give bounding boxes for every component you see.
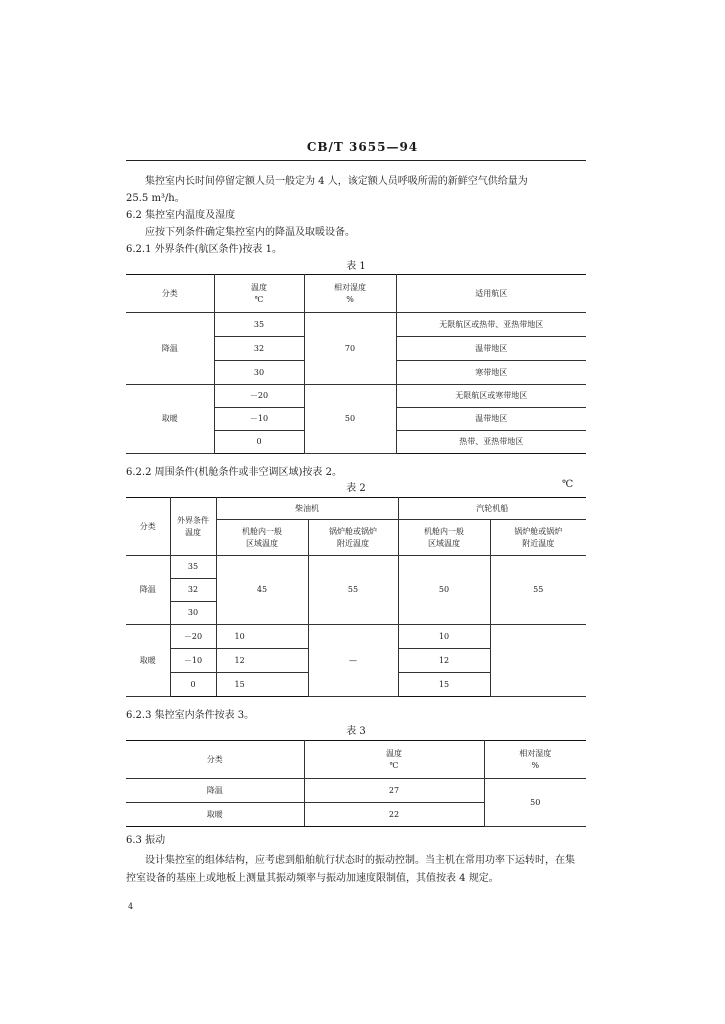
table1-heating-humidity: 50 — [304, 385, 396, 454]
table3-humidity: 50 — [484, 779, 586, 827]
table2-cell-diesel-general: 12 — [216, 649, 308, 673]
intro-paragraph-line2: 25.5 m³/h。 — [126, 193, 185, 204]
table2-header-diesel-boiler-l2: 附近温度 — [337, 538, 369, 548]
table2-cell-outside-temp: 35 — [170, 556, 216, 579]
table1-caption: 表 1 — [346, 261, 366, 272]
table2-header-diesel: 柴油机 — [216, 498, 398, 520]
table2-header-turbine-boiler-l1: 锅炉舱或锅炉 — [514, 526, 563, 536]
table2-group-cooling: 降温 — [126, 556, 170, 625]
table3-header-humidity — [484, 741, 586, 779]
table2 — [126, 497, 586, 697]
table2-header-diesel-boiler — [308, 520, 398, 556]
table3-header-humidity-label: 相对湿度 — [519, 748, 552, 758]
table2-cell-turbine-general: 15 — [398, 673, 490, 697]
table3-header-category: 分类 — [126, 741, 304, 779]
table1-cell-temp: 30 — [214, 361, 304, 385]
table2-caption: 表 2 — [346, 483, 366, 494]
table2-cell-outside-temp: －10 — [170, 649, 216, 673]
table1-header-temp-unit: ℃ — [254, 294, 264, 304]
table2-cell-diesel-general: 10 — [216, 625, 308, 649]
table2-header-turbine-boiler-l2: 附近温度 — [522, 538, 555, 548]
section-6-2-text: 应按下列条件确定集控室内的降温及取暖设备。 — [145, 227, 355, 238]
table3-row-cooling-label: 降温 — [126, 779, 304, 803]
table1-cell-area: 温带地区 — [396, 408, 586, 431]
table1-header-area: 适用航区 — [396, 275, 586, 313]
table3-row-cooling-temp: 27 — [304, 779, 484, 803]
table2-cell-outside-temp: －20 — [170, 625, 216, 649]
table3-header-temp-label: 温度 — [386, 748, 402, 758]
table3-row-heating-temp: 22 — [304, 803, 484, 827]
table1-header-humidity — [304, 275, 396, 313]
table2-group-heating: 取暖 — [126, 625, 170, 697]
table2-header-category: 分类 — [126, 498, 170, 556]
table2-header-turbine-general-l2: 区域温度 — [428, 538, 460, 548]
table2-cell-outside-temp: 0 — [170, 673, 216, 697]
table1-cooling-humidity: 70 — [304, 313, 396, 385]
header-rule — [126, 160, 586, 161]
section-6-2-2-heading: 6.2.2 周围条件(机舱条件或非空调区域)按表 2。 — [126, 467, 342, 478]
table2-header-turbine-general-l1: 机舱内一般 — [424, 526, 464, 536]
section-6-2-3-heading: 6.2.3 集控室内条件按表 3。 — [126, 710, 255, 721]
table2-header-turbine: 汽轮机船 — [398, 498, 586, 520]
page-number: 4 — [128, 902, 134, 911]
table1-cell-area: 热带、亚热带地区 — [396, 431, 586, 454]
section-6-3-heading: 6.3 振动 — [126, 835, 166, 846]
table1-cell-temp: －20 — [214, 385, 304, 408]
table3-row-heating-label: 取暖 — [126, 803, 304, 827]
section-6-2-heading: 6.2 集控室内温度及湿度 — [126, 210, 236, 221]
table2-header-diesel-general — [216, 520, 308, 556]
section-6-2-1-heading: 6.2.1 外界条件(航区条件)按表 1。 — [126, 244, 282, 255]
table2-header-outside-temp: 温度 — [185, 527, 201, 537]
table2-header-outside-label: 外界条件 — [177, 515, 209, 525]
table2-cell-turbine-general: 12 — [398, 649, 490, 673]
table2-cell-outside-temp: 30 — [170, 602, 216, 625]
table1-header-humidity-label: 相对湿度 — [334, 282, 366, 292]
table1-group-heating: 取暖 — [126, 385, 214, 454]
table2-header-diesel-boiler-l1: 锅炉舱或锅炉 — [329, 526, 377, 536]
table3-header-temp-unit: ℃ — [389, 760, 399, 770]
table1-cell-temp: 35 — [214, 313, 304, 337]
table1-cell-temp: 0 — [214, 431, 304, 454]
section-6-3-text-line2: 控室设备的基座上或地板上测量其振动频率与振动加速度限制值，其值按表 4 规定。 — [126, 873, 499, 884]
table2-heating-turbine-boiler — [490, 625, 586, 697]
table2-cooling-turbine-general: 50 — [398, 556, 490, 625]
table2-cell-outside-temp: 32 — [170, 579, 216, 602]
table1-header-temp — [214, 275, 304, 313]
table1-cell-temp: －10 — [214, 408, 304, 431]
table1-cell-area: 无限航区或寒带地区 — [396, 385, 586, 408]
table2-header-turbine-general — [398, 520, 490, 556]
table3-header-temp — [304, 741, 484, 779]
table2-cooling-diesel-general: 45 — [216, 556, 308, 625]
table1-header-temp-label: 温度 — [251, 282, 267, 292]
table2-header-diesel-general-l2: 区域温度 — [246, 538, 278, 548]
table1-header-category: 分类 — [126, 275, 214, 313]
table3-header-humidity-unit: % — [531, 760, 540, 770]
table2-cooling-turbine-boiler: 55 — [490, 556, 586, 625]
table2-cooling-diesel-boiler: 55 — [308, 556, 398, 625]
table3-caption: 表 3 — [346, 726, 366, 737]
table1-group-cooling: 降温 — [126, 313, 214, 385]
table1-cell-temp: 32 — [214, 337, 304, 361]
table2-unit: ℃ — [562, 479, 574, 490]
table1-cell-area: 温带地区 — [396, 337, 586, 361]
table2-heating-diesel-boiler: — — [308, 625, 398, 697]
intro-paragraph-line1: 集控室内长时间停留定额人员一般定为 4 人，该定额人员呼吸所需的新鲜空气供给量为 — [145, 176, 528, 187]
section-6-3-text-line1: 设计集控室的组体结构，应考虑到船舶航行状态时的振动控制。当主机在常用功率下运转时，在集 — [145, 855, 575, 866]
table1-cell-area: 无限航区或热带、亚热带地区 — [396, 313, 586, 337]
table1-cell-area: 寒带地区 — [396, 361, 586, 385]
table1-header-humidity-unit: % — [346, 294, 354, 304]
table1 — [126, 274, 586, 454]
table2-header-turbine-boiler — [490, 520, 586, 556]
table2-cell-diesel-general: 15 — [216, 673, 308, 697]
table2-header-outside — [170, 498, 216, 556]
table2-header-diesel-general-l1: 机舱内一般 — [242, 526, 282, 536]
document-header: CB/T 3655—94 — [306, 140, 419, 154]
table3 — [126, 740, 586, 827]
table2-cell-turbine-general: 10 — [398, 625, 490, 649]
